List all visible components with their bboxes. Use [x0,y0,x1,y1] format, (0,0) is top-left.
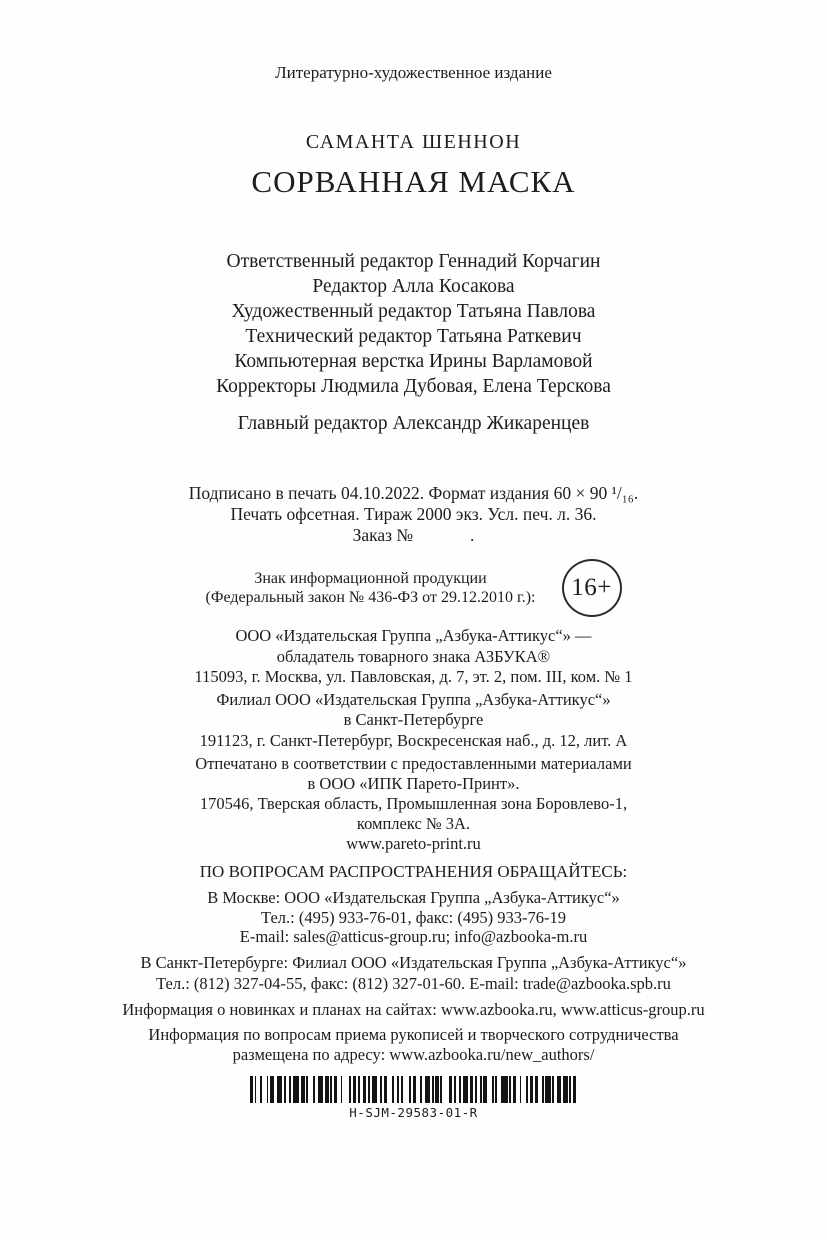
text-line: Редактор Алла Косакова [312,276,515,297]
text-line: В Санкт-Петербурге: Филиал ООО «Издательская Группа „Азбука-Аттикус“» [140,952,687,972]
text-line: www.pareto-print.ru [346,834,481,853]
text-line: комплекс № 3А. [356,814,471,833]
text-line: Тел.: (812) 327-04-55, факс: (812) 327-01-60. E-mail: trade@azbooka.spb.ru [156,974,671,993]
distribution-heading: ПО ВОПРОСАМ РАСПРОСТРАНЕНИЯ ОБРАЩАЙТЕСЬ: [199,862,628,881]
age-rating-badge: 16+ [562,559,622,617]
distribution-news-line: Информация о новинках и планах на сайтах: www.azbooka.ru, www.atticus-group.ru [122,999,705,1019]
barcode-bar [501,1076,508,1103]
text-line: Филиал ООО «Издательская Группа „Азбука-Аттикус“» [216,689,611,709]
print-details [34,483,794,546]
text-line: Ответственный редактор Геннадий Корчагин [226,251,601,272]
text-line: 170546, Тверская область, Промышленная зона Боровлево-1, [199,794,628,813]
text-line: Заказ № . [352,525,475,545]
text-line: Тел.: (495) 933-76-01, факс: (495) 933-76-19 [261,907,566,927]
text-line: обладатель товарного знака АЗБУКА® [276,646,551,666]
text-line: Информация по вопросам приема рукописей и творческого сотрудничества [148,1024,679,1044]
publisher-moscow [34,626,794,688]
barcode [250,1076,578,1103]
text-line: размещена по адресу: www.azbooka.ru/new_authors/ [232,1044,595,1064]
distribution-moscow [34,888,794,947]
barcode-space [442,1076,449,1103]
edition-note: Литературно-художественное издание [275,63,552,82]
barcode-label: H-SJM-29583-01-R [349,1104,478,1120]
barcode-space [403,1076,410,1103]
text-line: Отпечатано в соответствии с предоставленными материалами [195,754,632,773]
text-line: В Москве: ООО «Издательская Группа „Азбука-Аттикус“» [207,888,620,907]
barcode-bar [293,1076,300,1103]
text-line: Компьютерная верстка Ирины Варламовой [234,351,593,372]
text-line: 115093, г. Москва, ул. Павловская, д. 7, эт. 2, пом. III, ком. № 1 [194,667,633,686]
printing-house-info [34,754,794,854]
text-line: (Федеральный закон № 436-ФЗ от 29.12.2010 г.): [205,589,536,606]
text-line: E-mail: sales@atticus-group.ru; info@azbooka-m.ru [239,927,588,946]
barcode-block [34,1076,794,1120]
text-line: в ООО «ИПК Парето-Принт». [307,774,520,793]
distribution-manuscripts [34,1025,794,1065]
distribution-spb [34,952,794,995]
text-line: в Санкт-Петербурге [343,710,484,729]
book-title: СОРВАННАЯ МАСКА [251,164,576,199]
text-line: Подписано в печать 04.10.2022. Формат издания 60 × 90 ¹/₁₆. [188,483,639,503]
age-rating-note [205,569,535,607]
text-line: Печать офсетная. Тираж 2000 экз. Усл. печ. л. 36. [230,504,597,524]
barcode-bar [573,1076,576,1103]
text-line: Технический редактор Татьяна Раткевич [245,326,582,347]
barcode-space [342,1076,349,1103]
text-line: 191123, г. Санкт-Петербург, Воскресенская наб., д. 12, лит. А [199,730,628,750]
text-line: ООО «Издательская Группа „Азбука-Аттикус“» — [235,626,592,645]
chief-editor-line: Главный редактор Александр Жикаренцев [237,413,590,434]
age-rating-row [34,559,794,617]
author-name: САМАНТА ШЕННОН [305,131,522,153]
text-line: Знак информационной продукции [254,570,487,587]
text-line: Корректоры Людмила Дубовая, Елена Терскова [216,376,611,397]
publisher-spb-branch [34,690,794,752]
staff-credits [34,249,794,399]
text-line: Художественный редактор Татьяна Павлова [231,301,596,322]
